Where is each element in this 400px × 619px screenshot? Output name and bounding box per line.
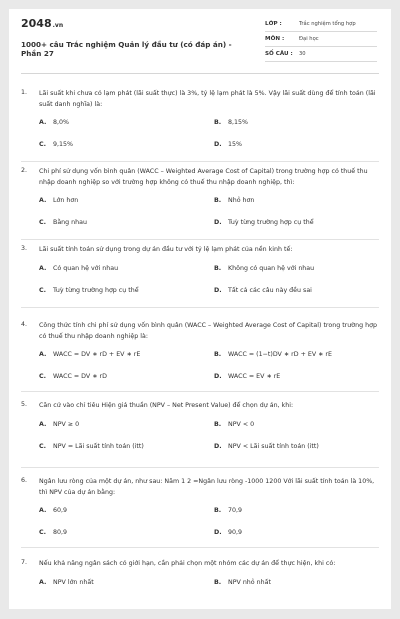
option-text: NPV lớn nhất xyxy=(53,578,94,586)
logo-text: 2048 xyxy=(21,17,52,30)
option-letter: A. xyxy=(39,420,47,428)
option-letter: C. xyxy=(39,442,47,450)
option-a[interactable] xyxy=(39,265,118,272)
question-header xyxy=(21,559,377,570)
option-letter: D. xyxy=(214,219,222,226)
question-number: 3. xyxy=(21,245,28,252)
question-header xyxy=(21,167,377,188)
option-d[interactable] xyxy=(214,141,242,148)
meta-label: LỚP : xyxy=(265,21,282,27)
option-letter: A. xyxy=(39,507,47,514)
meta-label: MÔN : xyxy=(265,36,285,42)
option-a[interactable] xyxy=(39,421,79,428)
option-c[interactable] xyxy=(39,529,67,536)
document-meta xyxy=(265,17,377,62)
option-d[interactable] xyxy=(214,373,280,380)
option-text: NPV < 0 xyxy=(228,420,255,428)
option-text: NPV nhỏ nhất xyxy=(228,578,271,586)
option-text: 8,0% xyxy=(53,119,69,126)
option-d[interactable] xyxy=(214,529,242,536)
option-letter: A. xyxy=(39,264,47,272)
question-number: 4. xyxy=(21,321,28,328)
option-text: 90,9 xyxy=(228,529,243,536)
option-letter: B. xyxy=(214,197,222,204)
question-text: Lãi suất khi chưa có lạm phát (lãi suất thực) là 3%, tỷ lệ lạm phát là 5%. Vậy lãi suất dùng để tính toán (lãi suất danh nghĩa) là: xyxy=(39,90,376,108)
meta-row-class xyxy=(265,17,377,32)
option-letter: A. xyxy=(39,351,47,358)
option-text: Có quan hệ với nhau xyxy=(53,264,119,272)
option-d[interactable] xyxy=(214,443,319,450)
option-a[interactable] xyxy=(39,119,69,126)
option-letter: A. xyxy=(39,578,47,586)
question-block xyxy=(21,245,377,305)
option-letter: B. xyxy=(214,264,222,272)
option-text: WACC = DV ∗ rD xyxy=(53,373,107,380)
option-letter: B. xyxy=(214,351,222,358)
option-a[interactable] xyxy=(39,197,78,204)
meta-label: SỐ CÂU : xyxy=(265,51,293,57)
option-letter: B. xyxy=(214,507,222,514)
divider xyxy=(21,547,379,548)
meta-value: Đại học xyxy=(299,36,319,42)
option-text: Nhỏ hơn xyxy=(228,197,255,204)
options xyxy=(39,265,377,305)
options xyxy=(39,119,377,159)
option-b[interactable] xyxy=(214,119,248,126)
question-text: Chi phí sử dụng vốn bình quân (WACC – Weighted Average Cost of Capital) trong trường hợp có thuế thu nhập doanh nghiệp so với trường hợp không có thuế thu nhập doanh nghiệp, thì: xyxy=(39,168,368,186)
option-c[interactable] xyxy=(39,141,73,148)
question-number: 6. xyxy=(21,477,28,484)
option-letter: C. xyxy=(39,286,47,294)
option-a[interactable] xyxy=(39,507,67,514)
option-letter: D. xyxy=(214,286,222,294)
option-b[interactable] xyxy=(214,351,332,358)
question-text: Ngân lưu ròng của một dự án, như sau: Năm 1 2 =Ngân lưu ròng -1000 1200 Với lãi suất tính toán là 10%, thì NPV của dự án bằng: xyxy=(39,478,375,496)
option-text: Tuỳ từng trường hợp cụ thể xyxy=(228,219,314,226)
document-header xyxy=(21,17,379,74)
option-a[interactable] xyxy=(39,351,140,358)
question-block xyxy=(21,321,377,391)
divider xyxy=(21,307,379,308)
question-header xyxy=(21,401,377,412)
question-header xyxy=(21,477,377,498)
option-letter: D. xyxy=(214,529,222,536)
option-text: 9,15% xyxy=(53,141,74,148)
option-text: Lớn hơn xyxy=(53,197,79,204)
option-c[interactable] xyxy=(39,443,144,450)
options xyxy=(39,421,377,461)
question-block xyxy=(21,89,377,159)
option-text: NPV < Lãi suất tính toán (itt) xyxy=(228,442,319,450)
option-letter: B. xyxy=(214,578,222,586)
option-text: Không có quan hệ với nhau xyxy=(228,264,315,272)
option-letter: B. xyxy=(214,119,222,126)
meta-value: 30 xyxy=(299,51,306,57)
option-c[interactable] xyxy=(39,219,87,226)
question-block xyxy=(21,477,377,547)
question-number: 2. xyxy=(21,167,28,174)
option-text: 8,15% xyxy=(228,119,249,126)
option-d[interactable] xyxy=(214,219,314,226)
option-b[interactable] xyxy=(214,197,254,204)
question-text: Công thức tính chi phí sử dụng vốn bình quân (WACC – Weighted Average Cost of Capital) trong trường hợp có thuế thu nhập doanh nghiệp là: xyxy=(39,322,377,340)
option-text: WACC = (1−t)DV ∗ rD + EV ∗ rE xyxy=(228,351,332,358)
option-letter: D. xyxy=(214,442,222,450)
options xyxy=(39,351,377,391)
option-letter: C. xyxy=(39,141,47,148)
site-logo[interactable] xyxy=(21,17,63,30)
option-letter: C. xyxy=(39,219,47,226)
divider xyxy=(21,391,379,392)
option-text: NPV = Lãi suất tính toán (itt) xyxy=(53,442,144,450)
divider xyxy=(21,467,379,468)
question-block xyxy=(21,167,377,237)
question-text: Lãi suất tính toán sử dụng trong dự án đầu tư với tỷ lệ lạm phát của nền kinh tế: xyxy=(39,246,293,253)
option-b[interactable] xyxy=(214,507,242,514)
option-letter: C. xyxy=(39,529,47,536)
options xyxy=(39,197,377,237)
options xyxy=(39,579,377,619)
divider xyxy=(21,161,379,162)
option-b[interactable] xyxy=(214,421,254,428)
option-text: 60,9 xyxy=(53,507,68,514)
option-letter: B. xyxy=(214,420,222,428)
question-text: Nếu khả năng ngân sách có giới hạn, cần phải chọn một nhóm các dự án để thực hiện, khi có: xyxy=(39,560,336,567)
option-text: NPV ≥ 0 xyxy=(53,420,80,428)
meta-row-subject xyxy=(265,32,377,47)
option-b[interactable] xyxy=(214,579,271,586)
divider xyxy=(21,239,379,240)
option-text: 80,9 xyxy=(53,529,68,536)
option-text: WACC = DV ∗ rD + EV ∗ rE xyxy=(53,351,141,358)
question-header xyxy=(21,89,377,110)
question-number: 5. xyxy=(21,401,28,408)
option-text: WACC = EV ∗ rE xyxy=(228,373,281,380)
option-letter: C. xyxy=(39,373,47,380)
option-text: Bằng nhau xyxy=(53,219,87,226)
question-header xyxy=(21,321,377,342)
option-text: Tất cả các câu này đều sai xyxy=(228,286,312,294)
option-b[interactable] xyxy=(214,265,314,272)
question-text: Căn cứ vào chỉ tiêu Hiện giá thuần (NPV – Net Present Value) để chọn dự án, khi: xyxy=(39,402,294,409)
option-text: Tuỳ từng trường hợp cụ thể xyxy=(53,286,139,294)
option-a[interactable] xyxy=(39,579,94,586)
option-letter: D. xyxy=(214,373,222,380)
option-c[interactable] xyxy=(39,287,139,294)
question-block xyxy=(21,401,377,461)
document-page xyxy=(9,9,391,609)
options xyxy=(39,507,377,547)
option-text: 70,9 xyxy=(228,507,243,514)
question-number: 7. xyxy=(21,559,28,566)
option-d[interactable] xyxy=(214,287,312,294)
question-header xyxy=(21,245,377,256)
option-text: 15% xyxy=(228,141,242,148)
question-number: 1. xyxy=(21,89,28,96)
option-c[interactable] xyxy=(39,373,107,380)
logo-tld: .vn xyxy=(52,22,64,29)
question-block xyxy=(21,559,377,619)
meta-row-count xyxy=(265,47,377,62)
option-letter: A. xyxy=(39,197,47,204)
option-letter: A. xyxy=(39,119,47,126)
meta-value: Trắc nghiệm tổng hợp xyxy=(299,21,356,27)
document-title: 1000+ câu Trắc nghiệm Quản lý đầu tư (có đáp án) - Phần 27 xyxy=(21,40,232,58)
option-letter: D. xyxy=(214,141,222,148)
